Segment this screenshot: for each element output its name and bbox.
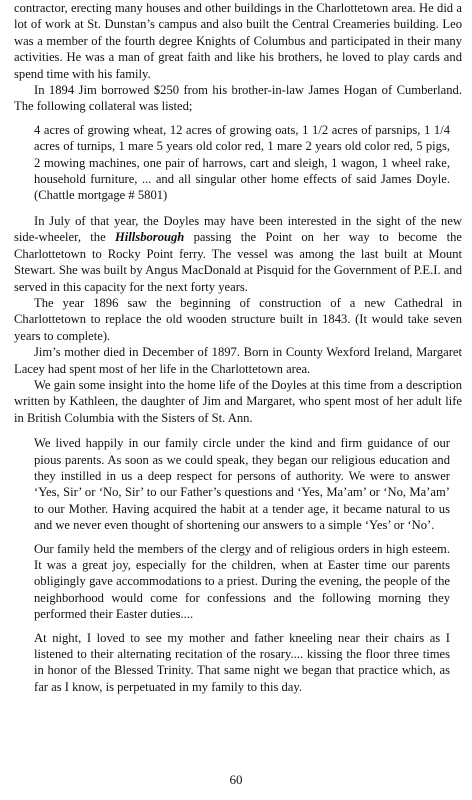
paragraph-leo: contractor, erecting many houses and other buildings in the Charlottetown area. He did a lot of work at St. Dunstan’s campus and also built the Central Creameries building. Leo was a member of the fourth degree Knights of Columbus and participated in their many activities. He was a man of great faith and like his brothers, he loved to play cards and spend time with his family. [14, 1, 462, 81]
paragraph-mother: Jim’s mother died in December of 1897. Born in County Wexford Ireland, Margaret Lacey had spent most of her life in the Charlottetown area. [14, 345, 462, 376]
quote-rosary: At night, I loved to see my mother and father kneeling near their chairs as I listened to their alternating recitation of the rosary.... kissing the floor three times in honor of the Blessed Trinity. That same night we began that practice which, as far as I know, is perpetuated in my family to this day. [34, 630, 450, 694]
paragraph-ferry [14, 213, 462, 295]
body-text [14, 0, 462, 695]
page-number: 60 [229, 772, 243, 787]
paragraph-loan: In 1894 Jim borrowed $250 from his brother-in-law James Hogan of Cumberland. The following collateral was listed; [14, 83, 462, 114]
ferry-text-start: In July of that year, the Doyles may have been interested in the sight of the new side-wheeler, the [14, 213, 462, 245]
paragraph-cathedral: The year 1896 saw the beginning of construction of a new Cathedral in Charlottetown to replace the old wooden structure built in 1843. (It would take seven years to complete). [14, 295, 462, 343]
quote-collateral: 4 acres of growing wheat, 12 acres of growing oats, 1 1/2 acres of parsnips, 1 1/4 acres of turnips, 1 mare 5 years old color red, 1 mare 2 years old color red, 5 pigs, 2 mowing machines, one pair of harrows, cart and sleigh, 1 wagon, 1 wheel rake, household furniture, ... and all singular other home effects of said James Doyle. (Chattle mortgage # 5801) [34, 122, 450, 203]
quote-clergy: Our family held the members of the clergy and of religious orders in high esteem. It was a great joy, especially for the children, when at Easter time our parents obligingly gave accommodations to a priest. During the evening, the people of the neighborhood would come for confessions and the following morning they performed their Easter duties.... [34, 541, 450, 622]
paragraph-kathleen: We gain some insight into the home life of the Doyles at this time from a description written by Kathleen, the daughter of Jim and Margaret, who spent most of her adult life in British Columbia with the Sisters of St. Ann. [14, 377, 462, 425]
quote-family-circle: We lived happily in our family circle under the kind and firm guidance of our pious parents. As soon as we could speak, they began our religious education and they instilled in us a deep respect for persons of authority. We were to answer ‘Yes, Sir’ or ‘No, Sir’ to our Father’s questions and ‘Yes, Ma’am’ or ‘No, Ma’am’ to our Mother. Having acquired the habit at a tender age, it became natural to us and we never even thought of shortening our answers to a simple ‘Yes’ or ‘No’. [34, 436, 450, 533]
ferry-text-end: passing the Point on her way to become the Charlottetown to Rocky Point ferry. The vessel was among the last built at Mount Stewart. She was built by Angus MacDonald at Pisquid for the Government of P.E.I. and served in this capacity for the next forty years. [14, 230, 462, 294]
ship-name: Hillsborough [115, 230, 185, 245]
